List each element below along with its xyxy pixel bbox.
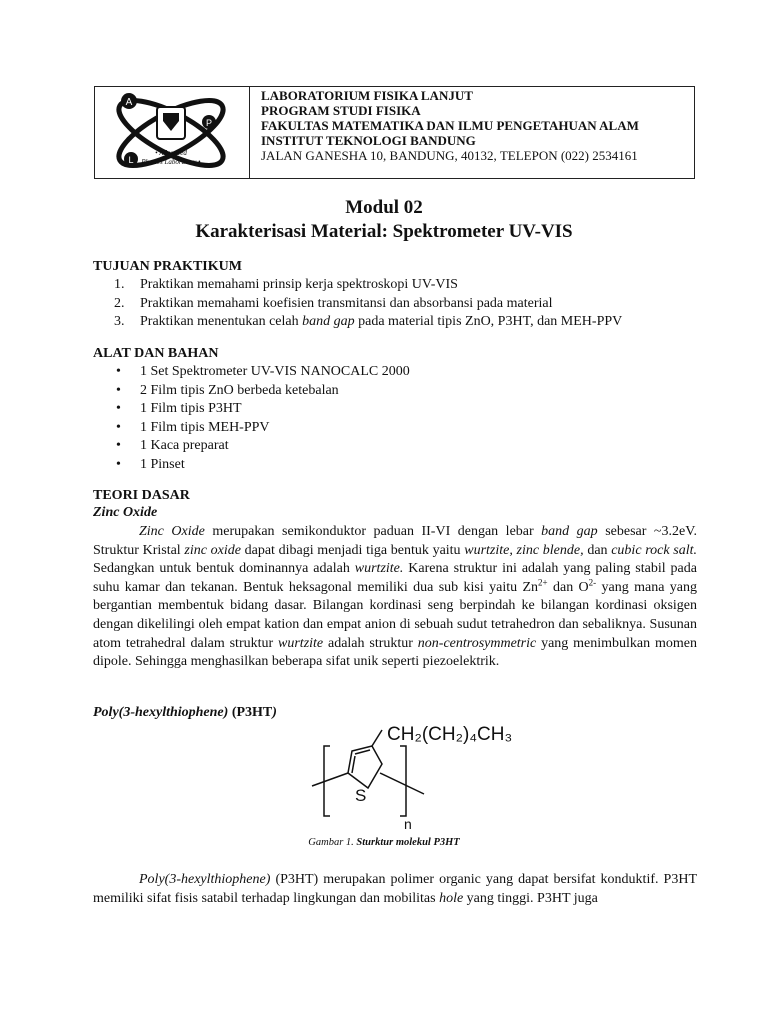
module-number: Modul 02 — [345, 197, 423, 218]
list-item — [114, 437, 410, 456]
list-item — [114, 419, 410, 438]
bullet-icon: • — [116, 438, 121, 453]
lab-name: LABORATORIUM FISIKA LANJUT — [261, 88, 473, 103]
item-text: 2 Film tipis ZnO berbeda ketebalan — [140, 382, 339, 398]
svg-text:A: A — [125, 97, 133, 108]
text-run: adalah struktur — [323, 635, 418, 651]
list-item — [114, 295, 622, 314]
item-number: 2. — [114, 295, 125, 311]
item-text: Praktikan menentukan celah — [140, 314, 303, 329]
address-line: JALAN GANESHA 10, BANDUNG, 40132, TELEPON (022) 2534161 — [261, 148, 638, 163]
text-run: sebesar ~3.2eV. Struktur Kristal — [93, 524, 697, 558]
text-emphasis: wurtzite. — [354, 561, 404, 577]
caption-title: Sturktur molekul P3HT — [356, 837, 460, 848]
item-emphasis: band gap — [302, 314, 355, 329]
heading-emphasis: Poly(3-hexylthiophene) — [93, 705, 229, 720]
text-emphasis: wurtzite, zinc blende, — [464, 542, 584, 558]
repeat-subscript: n — [404, 816, 412, 832]
svg-text:Physics Laboratory •: Physics Laboratory • — [141, 158, 201, 166]
superscript: 2+ — [538, 577, 548, 588]
svg-text:• Advanced: • Advanced — [155, 149, 187, 157]
institution-info — [261, 88, 639, 163]
section-heading-teori: TEORI DASAR — [93, 488, 190, 503]
bullet-icon: • — [116, 364, 121, 379]
paragraph-zinc-oxide — [93, 523, 697, 672]
list-item — [114, 456, 410, 475]
text-emphasis: band gap — [541, 524, 598, 539]
text-emphasis: cubic rock salt. — [611, 542, 697, 558]
svg-text:P: P — [205, 118, 213, 128]
side-chain-label: CH₂(CH₂)₄CH₃ — [387, 724, 513, 745]
section-heading-tujuan: TUJUAN PRAKTIKUM — [93, 259, 242, 274]
text-emphasis: non-centrosymmetric — [417, 635, 537, 651]
list-item — [114, 313, 622, 332]
section-heading-alat: ALAT DAN BAHAN — [93, 346, 219, 361]
bullet-icon: • — [116, 419, 121, 435]
subheading-zinc-oxide: Zinc Oxide — [93, 505, 158, 520]
text-run: yang mana yang bergantian membentuk bidang dasar. Bilangan kordinasi seng berpindah ke bilangan kordinasi oksigen dengan dikelilingi oleh empat kation dan empat anion di sebuah sudut tetrahedron dan sebaliknya. Susunan atom tetrahedral dalam struktur — [93, 579, 697, 651]
letterhead — [94, 86, 695, 179]
list-item — [114, 400, 410, 419]
item-text: 1 Film tipis MEH-PPV — [140, 419, 270, 435]
caption-label: Gambar 1. — [308, 837, 357, 848]
header-divider — [249, 87, 250, 178]
text-emphasis: zinc oxide — [184, 542, 241, 558]
text-run: yang tinggi. P3HT juga — [463, 890, 598, 906]
list-item — [114, 363, 410, 382]
text-emphasis: wurtzite — [278, 635, 324, 651]
subheading-p3ht — [93, 705, 277, 721]
superscript: 2- — [588, 577, 597, 588]
text-run: dan — [583, 542, 612, 558]
equipment-list — [114, 363, 410, 474]
text-run: merupakan semikonduktor paduan II-VI dengan lebar — [204, 524, 542, 539]
text-run: dapat dibagi menjadi tiga bentuk yaitu — [240, 542, 465, 558]
laboratory-logo — [107, 89, 237, 177]
figure-caption — [0, 837, 768, 848]
item-number: 1. — [114, 277, 125, 292]
item-text: Praktikan memahami koefisien transmitansi dan absorbansi pada material — [140, 295, 553, 311]
item-number: 3. — [114, 314, 125, 329]
list-item — [114, 276, 622, 295]
item-text: Praktikan memahami prinsip kerja spektroskopi UV-VIS — [140, 277, 458, 292]
objectives-list — [114, 276, 622, 332]
svg-text:L: L — [128, 155, 134, 165]
text-run: dan O — [547, 579, 589, 595]
text-emphasis: Zinc Oxide — [139, 524, 205, 539]
text-run: (P3HT) merupakan polimer organic yang dapat bersifat konduktif. P3HT memiliki sifat fisis satabil terhadap lingkungan dan mobilitas — [93, 872, 697, 906]
sulfur-atom-label: S — [355, 786, 367, 805]
text-emphasis: hole — [439, 890, 464, 906]
item-text: 1 Pinset — [140, 456, 185, 472]
bullet-icon: • — [116, 401, 121, 416]
text-run: Sedangkan untuk bentuk dominannya adalah — [93, 561, 355, 577]
study-program: PROGRAM STUDI FISIKA — [261, 103, 421, 118]
bullet-icon: • — [116, 456, 121, 472]
heading-text: (P3HT — [228, 705, 273, 720]
item-text: 1 Kaca preparat — [140, 438, 229, 453]
text-emphasis: Poly(3-hexylthiophene) — [139, 872, 271, 887]
faculty-name: FAKULTAS MATEMATIKA DAN ILMU PENGETAHUAN ALAM — [261, 118, 639, 133]
text-run: yang menimbulkan momen dipole. Sehingga menghasilkan beberapa sifat unik seperti piezoelektrik. — [93, 635, 697, 670]
item-text: 1 Set Spektrometer UV-VIS NANOCALC 2000 — [140, 364, 410, 379]
module-title: Karakterisasi Material: Spektrometer UV-VIS — [195, 221, 573, 242]
paragraph-p3ht — [93, 871, 697, 908]
text-run: Karena struktur ini adalah yang paling stabil pada suhu kamar dan tekanan. Bentuk heksagonal memiliki dua sub kisi yaitu Zn — [93, 561, 697, 595]
item-text: pada material tipis ZnO, P3HT, dan MEH-PPV — [354, 314, 623, 329]
bullet-icon: • — [116, 382, 121, 398]
heading-emphasis: ) — [272, 705, 277, 720]
institute-name: INSTITUT TEKNOLOGI BANDUNG — [261, 133, 476, 148]
item-text: 1 Film tipis P3HT — [140, 401, 242, 416]
list-item — [114, 382, 410, 401]
